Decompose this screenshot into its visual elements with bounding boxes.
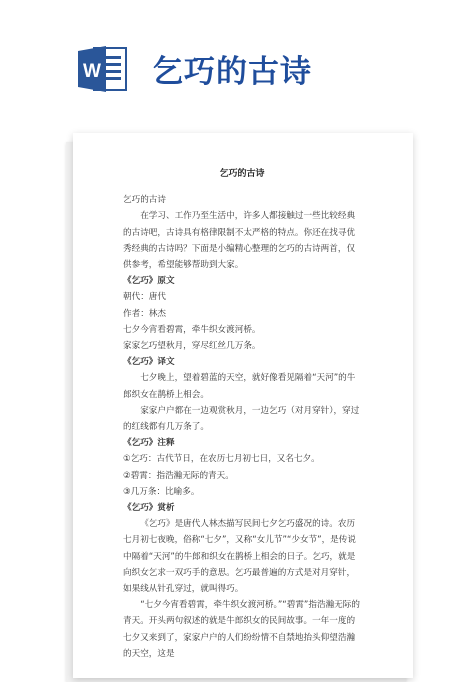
original-heading: 《乞巧》原文: [123, 276, 175, 287]
appreciation-paragraph-2: “七夕今宵看碧霄，牵牛织女渡河桥。”“碧霄”指浩瀚无际的青天。开头两句叙述的就是牛郎织女的民间故事。一年一度的七夕又来到了，家家户户的人们纷纷情不自禁地抬头仰望浩瀚的天空，这是: [123, 600, 360, 659]
notes-heading: 《乞巧》注释: [123, 438, 175, 449]
dynasty-line: 朝代：唐代: [123, 292, 166, 303]
note-3: ③几万条：比喻多。: [123, 486, 200, 497]
intro-paragraph: 在学习、工作乃至生活中，许多人都接触过一些比较经典的古诗吧，古诗具有格律限制不太严格的特点。你还在找寻优秀经典的古诗吗？下面是小编精心整理的乞巧的古诗两首，仅供参考，希望能够帮助到大家。: [123, 211, 356, 271]
appreciation-paragraph-1: 《乞巧》是唐代人林杰描写民间七夕乞巧盛况的诗。农历七月初七夜晚，俗称“七夕”，又称“女儿节”“少女节”，是传说中隔着“天河”的牛郎和织女在鹊桥上相会的日子。乞巧，就是向织女乞求一双巧手的意思。乞巧最普遍的方式是对月穿针，如果线从针孔穿过，就叫得巧。: [123, 519, 356, 595]
word-document-icon: [76, 42, 130, 96]
translation-paragraph-2: 家家户户都在一边观赏秋月，一边乞巧（对月穿针），穿过的红线都有几万条了。: [123, 405, 360, 433]
note-2: ②碧霄：指浩瀚无际的青天。: [123, 470, 234, 481]
poem-line-2: 家家乞巧望秋月，穿尽红丝几万条。: [123, 341, 261, 352]
note-1: ①乞巧：古代节日，在农历七月初七日，又名七夕。: [123, 454, 320, 465]
document-body: [123, 166, 361, 662]
translation-heading: 《乞巧》译文: [123, 357, 175, 368]
document-title: 乞巧的古诗: [219, 169, 265, 179]
header-banner: [0, 0, 474, 135]
document-subtitle: 乞巧的古诗: [123, 195, 166, 206]
poem-line-1: 七夕今宵看碧霄，牵牛织女渡河桥。: [123, 324, 261, 335]
svg-text:W: W: [83, 61, 101, 82]
banner-title: 乞巧的古诗: [152, 54, 312, 90]
author-line: 作者：林杰: [123, 308, 166, 319]
appreciation-heading: 《乞巧》赏析: [123, 503, 175, 514]
document-page: [73, 133, 413, 678]
translation-paragraph-1: 七夕晚上，望着碧蓝的天空，就好像看见隔着“天河”的牛郎织女在鹊桥上相会。: [123, 373, 356, 400]
